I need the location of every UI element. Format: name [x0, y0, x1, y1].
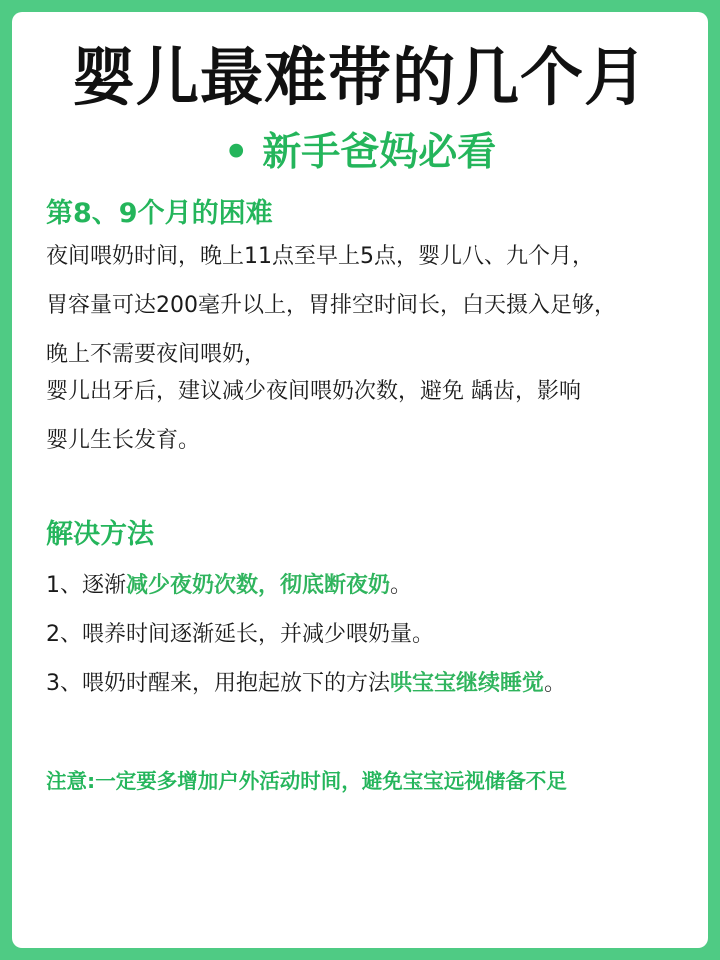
list-item-highlight: 哄宝宝继续睡觉	[390, 671, 545, 696]
page-title: 婴儿最难带的几个月	[72, 41, 648, 114]
list-item-suffix: 。	[544, 671, 567, 696]
list-item-text: 2、喂养时间逐渐延长，并减少喂奶量。	[46, 622, 434, 647]
list-item-text: 3、喂奶时醒来，用抱起放下的方法	[46, 671, 390, 696]
paragraph-line: 婴儿出牙后，建议减少夜间喂奶次数，避免 龋齿，影响	[46, 379, 581, 404]
paragraph-line: 婴儿生长发育。	[46, 428, 201, 453]
list-item	[46, 573, 696, 599]
list-item-text: 1、逐渐	[46, 573, 126, 598]
section-heading-solutions: 解决方法	[46, 519, 154, 550]
note-text: 注意:一定要多增加户外活动时间，避免宝宝远视储备不足	[46, 769, 567, 793]
list-item	[46, 622, 696, 648]
paragraph-line: 晚上不需要夜间喂奶，	[46, 342, 267, 367]
content-card	[12, 12, 708, 948]
section-heading-difficulty: 第8、9个月的困难	[46, 198, 273, 229]
page-subtitle: • 新手爸妈必看	[223, 130, 497, 175]
paragraph-line: 胃容量可达200毫升以上，胃排空时间长，白天摄入足够，	[46, 293, 616, 318]
list-item	[46, 671, 696, 697]
paragraph-line: 夜间喂奶时间，晚上11点至早上5点，婴儿八、九个月，	[46, 244, 594, 269]
list-item-highlight: 减少夜奶次数，彻底断夜奶	[126, 573, 391, 598]
list-item-suffix: 。	[390, 573, 413, 598]
